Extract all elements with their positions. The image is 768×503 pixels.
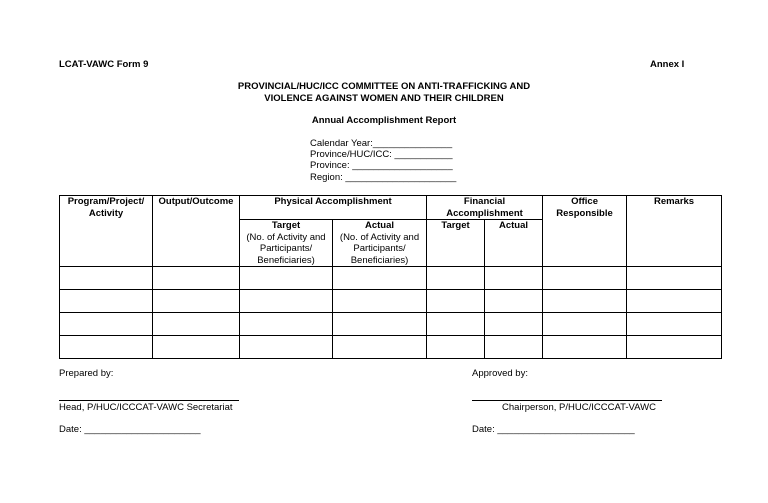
table-cell[interactable] <box>60 313 153 336</box>
table-cell[interactable] <box>627 336 722 359</box>
table-cell[interactable] <box>60 290 153 313</box>
col-office-header: Office Responsible <box>543 196 627 267</box>
table-cell[interactable] <box>60 336 153 359</box>
table-cell[interactable] <box>153 336 240 359</box>
table-cell[interactable] <box>240 336 333 359</box>
phys-target-desc: (No. of Activity and Participants/ Beneficiaries) <box>246 231 326 266</box>
phys-target-header <box>240 220 333 267</box>
accomplishment-table <box>59 195 722 359</box>
col-physical-header: Physical Accomplishment <box>240 196 427 220</box>
table-row <box>60 313 722 336</box>
table-cell[interactable] <box>240 267 333 290</box>
col-financial-header: Financial Accomplishment <box>427 196 543 220</box>
table-cell[interactable] <box>543 336 627 359</box>
table-cell[interactable] <box>333 290 427 313</box>
table-cell[interactable] <box>543 267 627 290</box>
prepared-signature-line <box>59 400 239 401</box>
phys-actual-title: Actual <box>364 220 395 231</box>
table-cell[interactable] <box>153 290 240 313</box>
table-row <box>60 336 722 359</box>
prepared-role: Head, P/HUC/ICCCAT-VAWC Secretariat <box>59 402 233 413</box>
table-cell[interactable] <box>543 313 627 336</box>
table-cell[interactable] <box>627 290 722 313</box>
form-label: LCAT-VAWC Form 9 <box>59 59 149 70</box>
table-cell[interactable] <box>485 336 543 359</box>
table-cell[interactable] <box>627 313 722 336</box>
region-field[interactable]: Region: _____________________ <box>310 172 457 183</box>
calendar-year-field[interactable]: Calendar Year:_______________ <box>310 138 453 149</box>
table-cell[interactable] <box>333 267 427 290</box>
table-cell[interactable] <box>427 336 485 359</box>
table-cell[interactable] <box>485 267 543 290</box>
phys-actual-desc: (No. of Activity and Participants/ Beneficiaries) <box>339 231 420 266</box>
table-row <box>60 290 722 313</box>
table-cell[interactable] <box>543 290 627 313</box>
approved-signature-line <box>472 400 662 401</box>
table-cell[interactable] <box>240 313 333 336</box>
fin-target-header: Target <box>427 220 485 267</box>
prepared-by-label: Prepared by: <box>59 368 114 379</box>
annex-label: Annex I <box>650 59 685 70</box>
table-cell[interactable] <box>333 313 427 336</box>
province-huc-icc-field[interactable]: Province/HUC/ICC: ___________ <box>310 149 453 160</box>
prepared-date-field[interactable]: Date: ______________________ <box>59 424 201 435</box>
col-remarks-header: Remarks <box>627 196 722 267</box>
approved-by-label: Approved by: <box>472 368 528 379</box>
document-title-line1: PROVINCIAL/HUC/ICC COMMITTEE ON ANTI-TRAFFICKING AND <box>237 81 531 92</box>
document-title-line2: VIOLENCE AGAINST WOMEN AND THEIR CHILDREN <box>264 93 504 104</box>
province-field[interactable]: Province: ___________________ <box>310 160 453 171</box>
table-cell[interactable] <box>427 267 485 290</box>
table-cell[interactable] <box>240 290 333 313</box>
table-cell[interactable] <box>485 290 543 313</box>
table-cell[interactable] <box>627 267 722 290</box>
table-cell[interactable] <box>485 313 543 336</box>
table-cell[interactable] <box>427 290 485 313</box>
phys-target-title: Target <box>271 220 301 231</box>
approved-date-field[interactable]: Date: __________________________ <box>472 424 635 435</box>
report-title: Annual Accomplishment Report <box>311 115 457 126</box>
table-cell[interactable] <box>153 313 240 336</box>
col-program-header: Program/Project/ Activity <box>60 196 153 267</box>
table-row <box>60 267 722 290</box>
table-cell[interactable] <box>153 267 240 290</box>
approved-role: Chairperson, P/HUC/ICCCAT-VAWC <box>502 402 656 413</box>
table-cell[interactable] <box>60 267 153 290</box>
table-cell[interactable] <box>427 313 485 336</box>
col-output-header: Output/Outcome <box>153 196 240 267</box>
phys-actual-header <box>333 220 427 267</box>
table-cell[interactable] <box>333 336 427 359</box>
fin-actual-header: Actual <box>485 220 543 267</box>
